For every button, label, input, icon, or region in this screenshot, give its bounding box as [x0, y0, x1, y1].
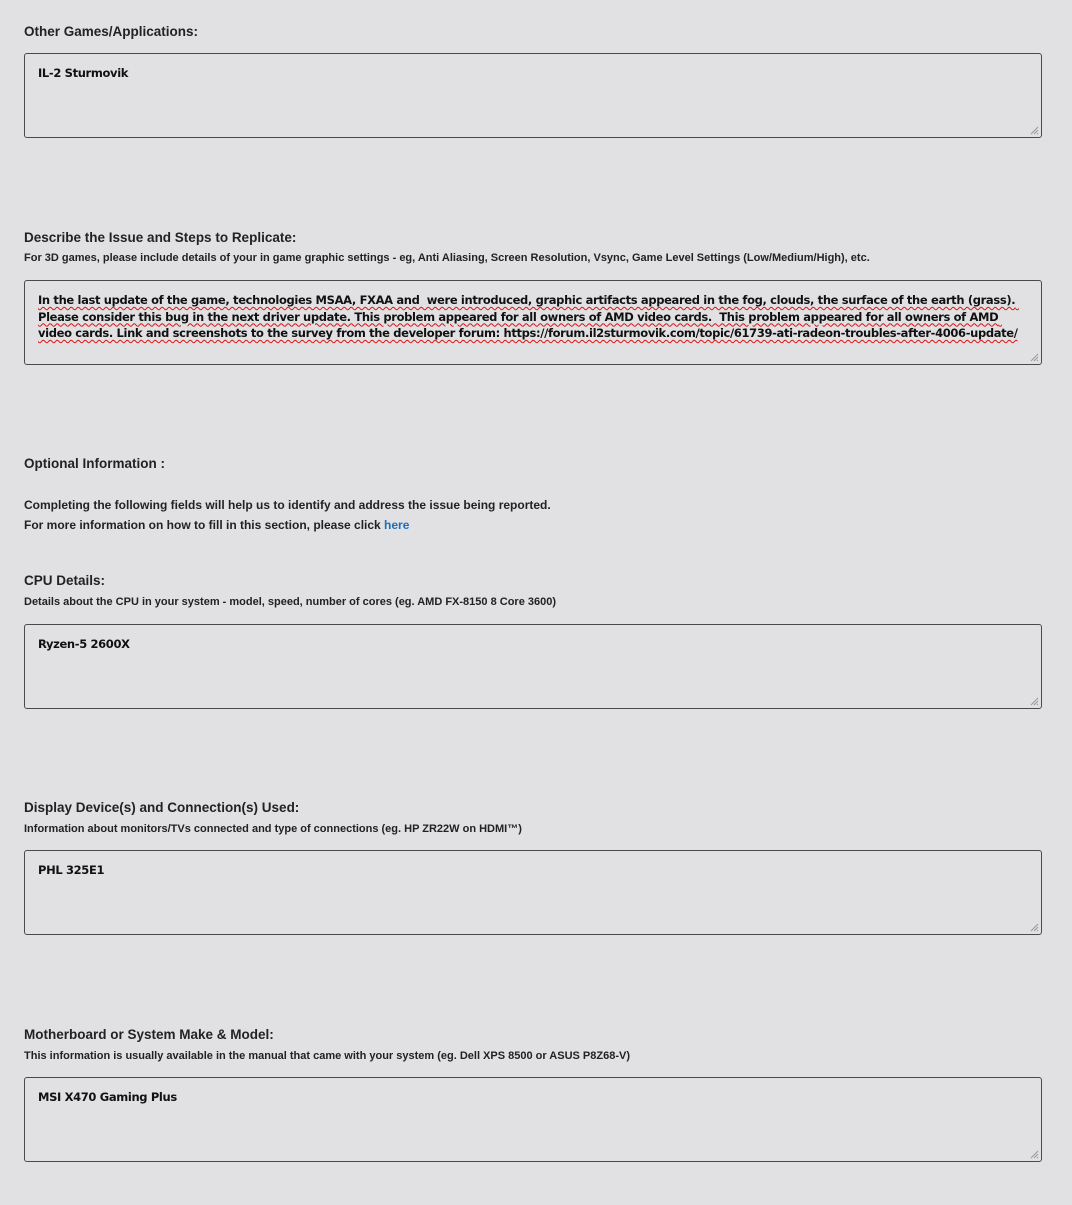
display-label: Display Device(s) and Connection(s) Used: [24, 800, 300, 815]
motherboard-textarea[interactable] [24, 1077, 1042, 1162]
other-games-label: Other Games/Applications: [24, 24, 199, 39]
here-link[interactable]: here [384, 518, 410, 532]
optional-description: Completing the following fields will help us to identify and address the issue being reported. [24, 498, 551, 512]
resize-grip-icon[interactable] [1030, 923, 1039, 932]
motherboard-label: Motherboard or System Make & Model: [24, 1027, 274, 1042]
optional-heading: Optional Information : [24, 456, 165, 471]
resize-grip-icon[interactable] [1030, 353, 1039, 362]
display-textarea[interactable] [24, 850, 1042, 935]
cpu-textarea[interactable] [24, 624, 1042, 709]
optional-more-info-text: For more information on how to fill in this section, please click [24, 518, 385, 532]
other-games-textarea[interactable] [24, 53, 1042, 138]
cpu-hint: Details about the CPU in your system - model, speed, number of cores (eg. AMD FX-8150 8 Core 3600) [24, 596, 557, 608]
display-value: PHL 325E1 [38, 863, 105, 877]
cpu-value: Ryzen-5 2600X [38, 637, 130, 651]
issue-hint: For 3D games, please include details of your in game graphic settings - eg, Anti Aliasing, Screen Resolution, Vsync, Game Level Settings (Low/Medium/High), etc. [24, 252, 870, 264]
issue-label: Describe the Issue and Steps to Replicate: [24, 230, 297, 245]
issue-value: In the last update of the game, technologies MSAA, FXAA and were introduced, graphic artifacts appeared in the fog, clouds, the surface of the earth (grass). Please consider this bug in the next driver update. This problem appeared for all owners of AMD video cards. This problem appeared for all owners of AMD video cards. Link and screenshots to the survey from the developer forum: https://forum.il2sturmovik.com/topic/61739-ati-radeon-troubles-after-4006-update/ [38, 293, 1019, 340]
motherboard-value: MSI X470 Gaming Plus [38, 1090, 177, 1104]
motherboard-hint: This information is usually available in the manual that came with your system (eg. Dell XPS 8500 or ASUS P8Z68-V) [24, 1050, 630, 1062]
optional-more-info [24, 518, 409, 532]
resize-grip-icon[interactable] [1030, 1150, 1039, 1159]
other-games-value: IL-2 Sturmovik [38, 66, 129, 80]
resize-grip-icon[interactable] [1030, 126, 1039, 135]
cpu-label: CPU Details: [24, 573, 106, 588]
display-hint: Information about monitors/TVs connected and type of connections (eg. HP ZR22W on HDMI™) [24, 823, 522, 835]
resize-grip-icon[interactable] [1030, 697, 1039, 706]
issue-textarea[interactable] [24, 280, 1042, 365]
